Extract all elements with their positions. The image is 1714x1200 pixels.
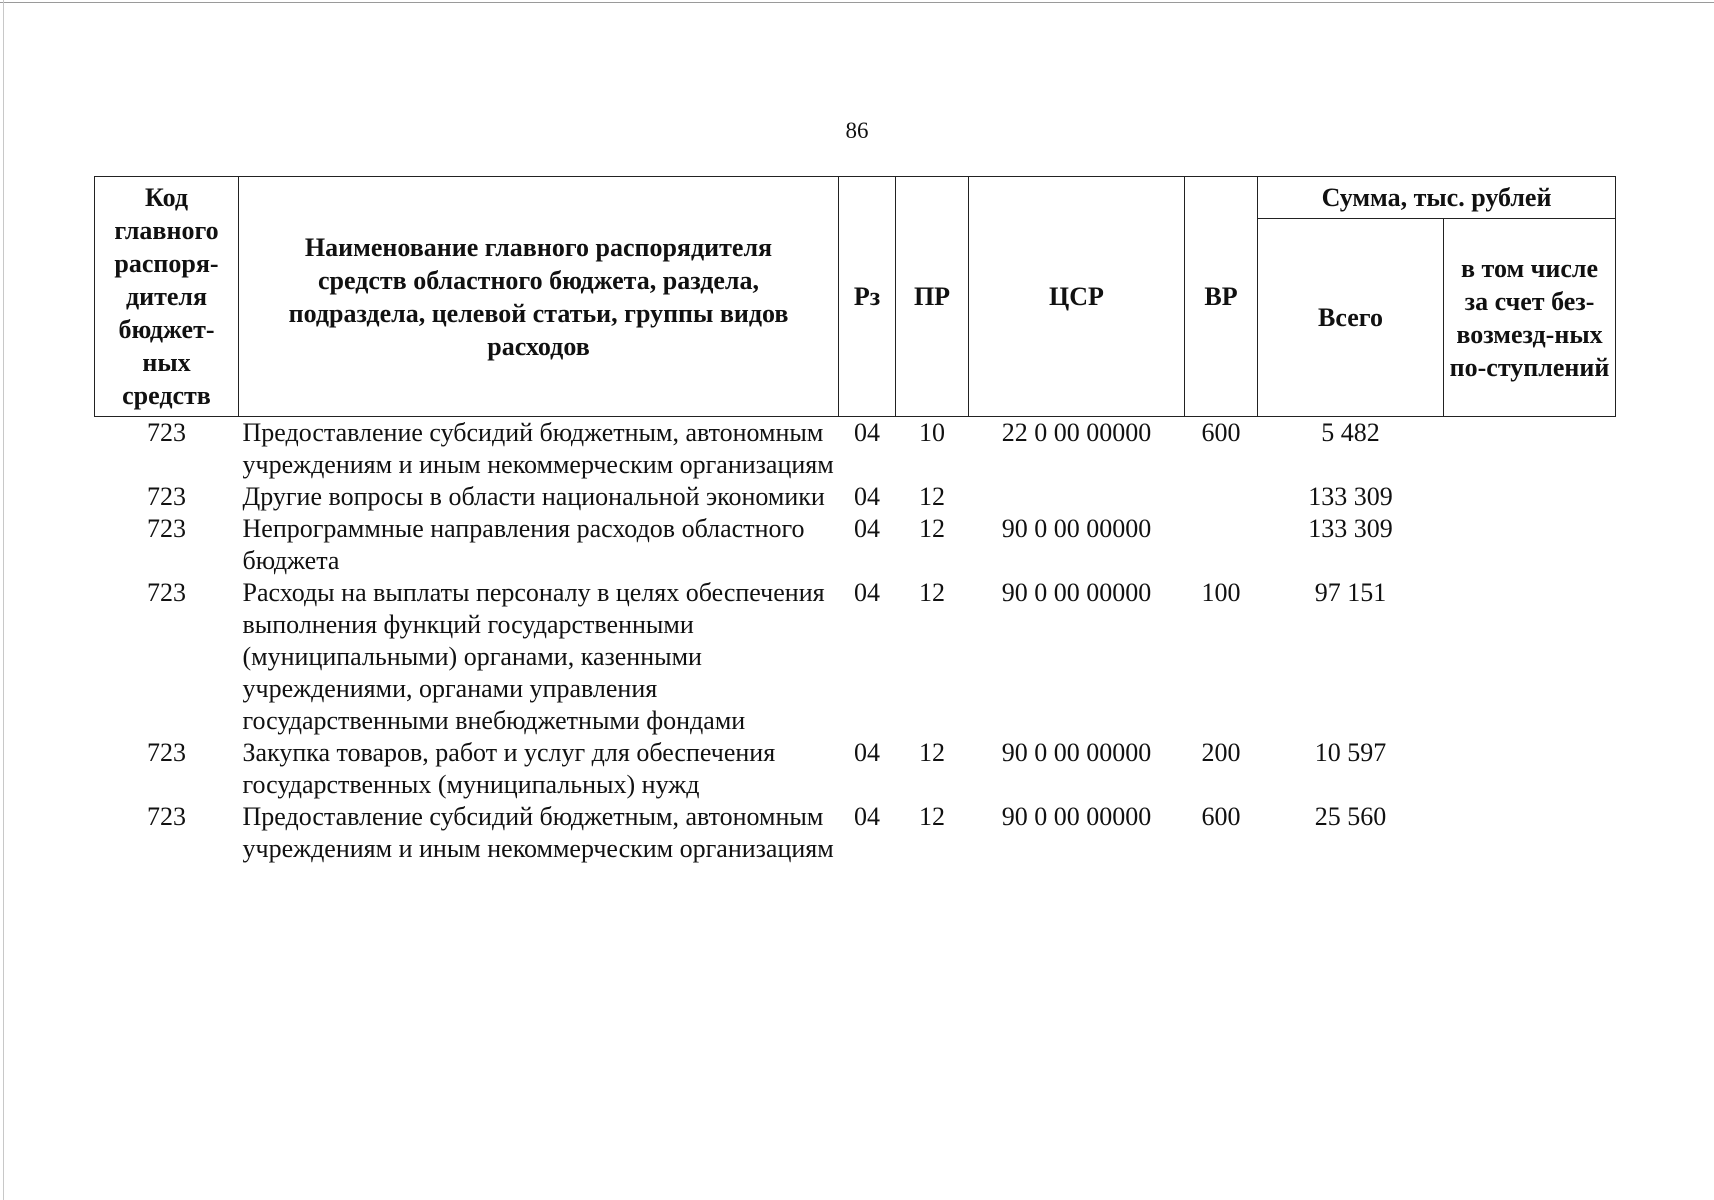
cell-csr: 90 0 00 00000 — [1001, 578, 1152, 607]
cell-vr: 600 — [1201, 418, 1241, 447]
cell-name: Предоставление субсидий бюджетным, автономным учреждениям и иным некоммерческим организациям — [242, 418, 834, 479]
cell-vr: 100 — [1201, 578, 1241, 607]
scan-edge-top — [0, 2, 1714, 3]
cell-vr: 600 — [1201, 802, 1241, 831]
cell-total: 133 309 — [1308, 514, 1393, 543]
cell-rz: 04 — [854, 738, 880, 767]
cell-csr: 90 0 00 00000 — [1001, 514, 1152, 543]
cell-gratuitous — [1444, 737, 1616, 801]
cell-gratuitous — [1444, 481, 1616, 513]
header-gratuitous: в том числе за счет без-возмезд-ных по-ступлений — [1444, 219, 1616, 417]
cell-total: 25 560 — [1314, 802, 1387, 831]
cell-code: 723 — [147, 482, 186, 511]
cell-vr: 200 — [1201, 738, 1241, 767]
cell-csr: 90 0 00 00000 — [1001, 802, 1152, 831]
cell-code: 723 — [147, 418, 186, 447]
header-vr: ВР — [1185, 177, 1258, 417]
cell-code: 723 — [147, 738, 186, 767]
budget-table — [94, 176, 1616, 865]
header-code: Код главного распоря-дителя бюджет-ных средств — [95, 177, 239, 417]
table-row — [95, 417, 1616, 482]
cell-gratuitous — [1444, 417, 1616, 482]
cell-rz: 04 — [854, 514, 880, 543]
header-sum-group: Сумма, тыс. рублей — [1258, 177, 1616, 219]
cell-csr: 22 0 00 00000 — [1001, 418, 1152, 447]
cell-rz: 04 — [854, 418, 880, 447]
cell-code: 723 — [147, 802, 186, 831]
cell-vr — [1185, 481, 1258, 513]
header-rz: Рз — [839, 177, 896, 417]
table-row — [95, 737, 1616, 801]
cell-pr: 12 — [919, 802, 945, 831]
cell-name: Другие вопросы в области национальной экономики — [242, 482, 825, 511]
cell-gratuitous — [1444, 801, 1616, 865]
table-row — [95, 577, 1616, 737]
table-row — [95, 801, 1616, 865]
cell-code: 723 — [147, 578, 186, 607]
header-csr: ЦСР — [969, 177, 1185, 417]
cell-gratuitous — [1444, 577, 1616, 737]
table-row — [95, 481, 1616, 513]
cell-total: 97 151 — [1314, 578, 1387, 607]
header-name: Наименование главного распорядителя средств областного бюджета, раздела, подраздела, целевой статьи, группы видов расходов — [239, 177, 839, 417]
table-header — [95, 177, 1616, 417]
cell-vr — [1185, 513, 1258, 577]
cell-rz: 04 — [854, 578, 880, 607]
cell-code: 723 — [147, 514, 186, 543]
cell-rz: 04 — [854, 802, 880, 831]
cell-csr: 90 0 00 00000 — [1001, 738, 1152, 767]
cell-pr: 10 — [919, 418, 945, 447]
cell-name: Расходы на выплаты персоналу в целях обеспечения выполнения функций государственными (муниципальными) органами, казенными учреждениями, органами управления государственными внебюджетными фондами — [242, 578, 825, 735]
cell-total: 5 482 — [1321, 418, 1380, 447]
header-total: Всего — [1258, 219, 1444, 417]
page-number: 86 — [845, 118, 869, 143]
cell-name: Закупка товаров, работ и услуг для обеспечения государственных (муниципальных) нужд — [242, 738, 776, 799]
cell-pr: 12 — [919, 514, 945, 543]
cell-csr — [969, 481, 1185, 513]
cell-name: Непрограммные направления расходов областного бюджета — [242, 514, 805, 575]
cell-pr: 12 — [919, 738, 945, 767]
table-body — [95, 417, 1616, 866]
header-pr: ПР — [896, 177, 969, 417]
cell-total: 10 597 — [1314, 738, 1387, 767]
cell-rz: 04 — [854, 482, 880, 511]
cell-gratuitous — [1444, 513, 1616, 577]
scan-edge-left — [3, 0, 4, 1200]
cell-name: Предоставление субсидий бюджетным, автономным учреждениям и иным некоммерческим организациям — [242, 802, 834, 863]
cell-total: 133 309 — [1308, 482, 1393, 511]
cell-pr: 12 — [919, 578, 945, 607]
cell-pr: 12 — [919, 482, 945, 511]
table-row — [95, 513, 1616, 577]
